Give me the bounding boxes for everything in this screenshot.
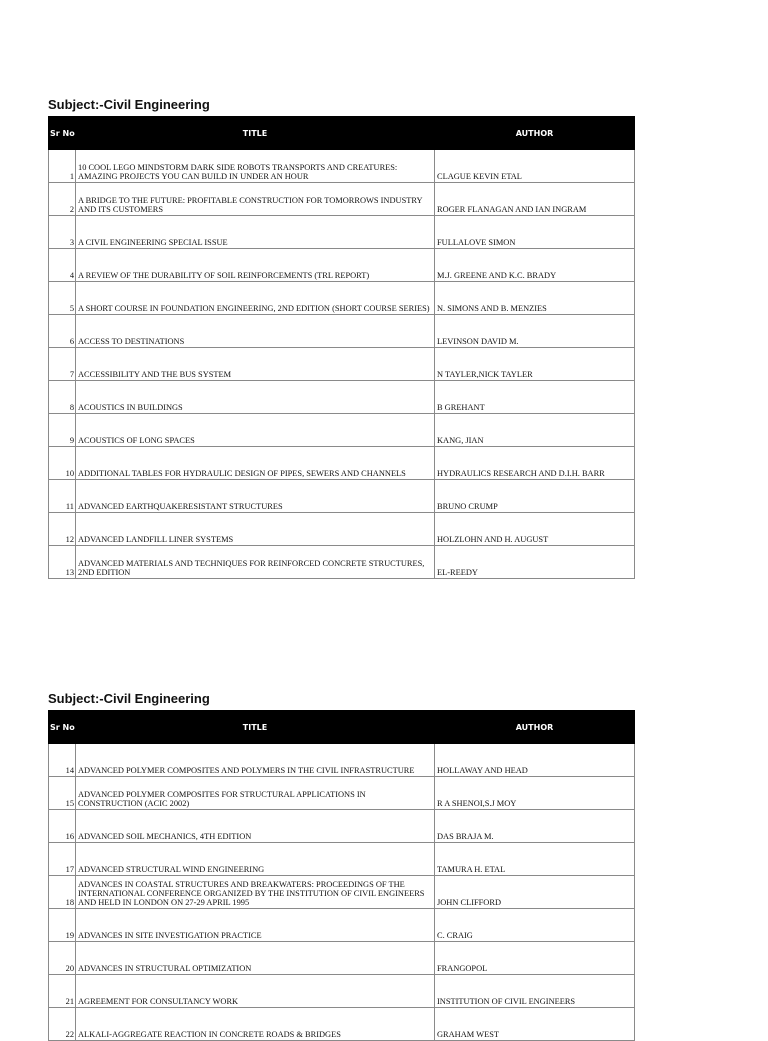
column-header-author: AUTHOR (435, 117, 635, 150)
sr-no-cell: 11 (49, 480, 76, 513)
sr-no-cell: 10 (49, 447, 76, 480)
table-row (49, 909, 635, 942)
table-body (49, 150, 635, 579)
title-cell: ADVANCED STRUCTURAL WIND ENGINEERING (76, 843, 435, 876)
table-header-row (49, 117, 635, 150)
author-cell: KANG, JIAN (435, 414, 635, 447)
title-cell: A SHORT COURSE IN FOUNDATION ENGINEERING, 2ND EDITION (SHORT COURSE SERIES) (76, 282, 435, 315)
table-row (49, 513, 635, 546)
table-row (49, 876, 635, 909)
author-cell: BRUNO CRUMP (435, 480, 635, 513)
title-cell: ALKALI-AGGREGATE REACTION IN CONCRETE ROADS & BRIDGES (76, 1008, 435, 1041)
table-row (49, 777, 635, 810)
title-cell: ADVANCES IN SITE INVESTIGATION PRACTICE (76, 909, 435, 942)
sr-no-cell: 13 (49, 546, 76, 579)
sr-no-cell: 12 (49, 513, 76, 546)
sr-no-cell: 5 (49, 282, 76, 315)
column-header-title: TITLE (76, 117, 435, 150)
table-row (49, 249, 635, 282)
author-cell: EL-REEDY (435, 546, 635, 579)
title-cell: ADVANCED MATERIALS AND TECHNIQUES FOR REINFORCED CONCRETE STRUCTURES, 2ND EDITION (76, 546, 435, 579)
author-cell: JOHN CLIFFORD (435, 876, 635, 909)
sr-no-cell: 19 (49, 909, 76, 942)
title-cell: ACCESSIBILITY AND THE BUS SYSTEM (76, 348, 435, 381)
title-cell: ADDITIONAL TABLES FOR HYDRAULIC DESIGN OF PIPES, SEWERS AND CHANNELS (76, 447, 435, 480)
author-cell: N TAYLER,NICK TAYLER (435, 348, 635, 381)
author-cell: FRANGOPOL (435, 942, 635, 975)
author-cell: M.J. GREENE AND K.C. BRADY (435, 249, 635, 282)
sr-no-cell: 3 (49, 216, 76, 249)
sr-no-cell: 22 (49, 1008, 76, 1041)
sr-no-cell: 1 (49, 150, 76, 183)
author-cell: TAMURA H. ETAL (435, 843, 635, 876)
table-body (49, 744, 635, 1041)
sr-no-cell: 16 (49, 810, 76, 843)
sr-no-cell: 15 (49, 777, 76, 810)
table-header-row (49, 711, 635, 744)
section-2 (48, 691, 634, 1041)
title-cell: ADVANCES IN COASTAL STRUCTURES AND BREAKWATERS: PROCEEDINGS OF THE INTERNATIONAL CONFERENCE ORGANIZED BY THE INSTITUTION OF CIVIL ENGINEERS AND HELD IN LONDON ON 27-29 APRIL 1995 (76, 876, 435, 909)
table-row (49, 843, 635, 876)
title-cell: ACOUSTICS OF LONG SPACES (76, 414, 435, 447)
sr-no-cell: 17 (49, 843, 76, 876)
table-row (49, 942, 635, 975)
title-cell: ADVANCED LANDFILL LINER SYSTEMS (76, 513, 435, 546)
author-cell: HOLZLOHN AND H. AUGUST (435, 513, 635, 546)
title-cell: ADVANCED SOIL MECHANICS, 4TH EDITION (76, 810, 435, 843)
table-row (49, 546, 635, 579)
author-cell: HYDRAULICS RESEARCH AND D.I.H. BARR (435, 447, 635, 480)
title-cell: ADVANCES IN STRUCTURAL OPTIMIZATION (76, 942, 435, 975)
author-cell: C. CRAIG (435, 909, 635, 942)
author-cell: B GREHANT (435, 381, 635, 414)
column-header-sr-no: Sr No (49, 117, 76, 150)
column-header-author: AUTHOR (435, 711, 635, 744)
sr-no-cell: 2 (49, 183, 76, 216)
subject-heading: Subject:-Civil Engineering (48, 691, 210, 706)
title-cell: AGREEMENT FOR CONSULTANCY WORK (76, 975, 435, 1008)
sr-no-cell: 18 (49, 876, 76, 909)
table-row (49, 810, 635, 843)
table-row (49, 975, 635, 1008)
table-row (49, 744, 635, 777)
title-cell: 10 COOL LEGO MINDSTORM DARK SIDE ROBOTS TRANSPORTS AND CREATURES: AMAZING PROJECTS YOU CAN BUILD IN UNDER AN HOUR (76, 150, 435, 183)
table-row (49, 282, 635, 315)
sr-no-cell: 21 (49, 975, 76, 1008)
table-row (49, 381, 635, 414)
title-cell: A CIVIL ENGINEERING SPECIAL ISSUE (76, 216, 435, 249)
table-row (49, 150, 635, 183)
title-cell: A REVIEW OF THE DURABILITY OF SOIL REINFORCEMENTS (TRL REPORT) (76, 249, 435, 282)
subject-heading: Subject:-Civil Engineering (48, 97, 210, 112)
book-table (48, 710, 635, 1041)
sr-no-cell: 4 (49, 249, 76, 282)
table-row (49, 480, 635, 513)
sr-no-cell: 8 (49, 381, 76, 414)
column-header-sr-no: Sr No (49, 711, 76, 744)
table-row (49, 348, 635, 381)
author-cell: INSTITUTION OF CIVIL ENGINEERS (435, 975, 635, 1008)
title-cell: ADVANCED POLYMER COMPOSITES FOR STRUCTURAL APPLICATIONS IN CONSTRUCTION (ACIC 2002) (76, 777, 435, 810)
sr-no-cell: 14 (49, 744, 76, 777)
author-cell: N. SIMONS AND B. MENZIES (435, 282, 635, 315)
table-row (49, 183, 635, 216)
table-row (49, 315, 635, 348)
title-cell: ACCESS TO DESTINATIONS (76, 315, 435, 348)
table-row (49, 447, 635, 480)
sr-no-cell: 9 (49, 414, 76, 447)
author-cell: FULLALOVE SIMON (435, 216, 635, 249)
title-cell: ADVANCED POLYMER COMPOSITES AND POLYMERS IN THE CIVIL INFRASTRUCTURE (76, 744, 435, 777)
section-1 (48, 97, 634, 579)
table-row (49, 1008, 635, 1041)
author-cell: HOLLAWAY AND HEAD (435, 744, 635, 777)
column-header-title: TITLE (76, 711, 435, 744)
author-cell: DAS BRAJA M. (435, 810, 635, 843)
book-table (48, 116, 635, 579)
author-cell: ROGER FLANAGAN AND IAN INGRAM (435, 183, 635, 216)
author-cell: GRAHAM WEST (435, 1008, 635, 1041)
author-cell: CLAGUE KEVIN ETAL (435, 150, 635, 183)
title-cell: A BRIDGE TO THE FUTURE: PROFITABLE CONSTRUCTION FOR TOMORROWS INDUSTRY AND ITS CUSTOMERS (76, 183, 435, 216)
author-cell: LEVINSON DAVID M. (435, 315, 635, 348)
table-row (49, 414, 635, 447)
sr-no-cell: 20 (49, 942, 76, 975)
author-cell: R A SHENOI,S.J MOY (435, 777, 635, 810)
table-row (49, 216, 635, 249)
title-cell: ACOUSTICS IN BUILDINGS (76, 381, 435, 414)
title-cell: ADVANCED EARTHQUAKERESISTANT STRUCTURES (76, 480, 435, 513)
sr-no-cell: 7 (49, 348, 76, 381)
sr-no-cell: 6 (49, 315, 76, 348)
